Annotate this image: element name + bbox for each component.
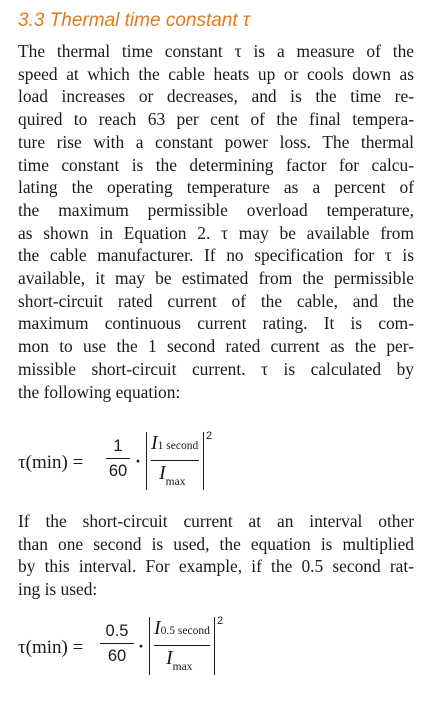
exponent: 2 [217,615,224,627]
text-line: mon to use the 1 second rated current as the per- [18,336,414,357]
current-subscript: 0.5 second [160,625,210,637]
current-ratio [152,617,212,675]
fraction-bar [100,643,134,644]
fraction-numerator: 0.5 [105,622,129,640]
current-symbol: I [154,617,161,639]
equation-1 [18,430,408,500]
current-symbol: I [166,647,173,669]
ratio-denominator [159,462,186,488]
paragraph-2 [18,510,414,601]
text-line: lating the operating temperature as a percent of [18,177,414,198]
text-line: short-circuit rated current of the cable, and the [18,290,414,311]
text-line: The thermal time constant τ is a measure of the [18,41,414,61]
text-line: as shown in Equation 2. τ may be available from [18,222,414,243]
text-line: time constant is the determining factor for calcu- [18,154,414,175]
current-symbol: I [151,432,158,454]
text-line: available, it may be estimated from the permissible [18,268,414,289]
fraction-denominator: 60 [107,647,127,666]
exponent: 2 [206,430,213,442]
text-line: ing is used: [18,579,98,600]
ratio-bar [154,645,210,646]
text-line: by this interval. For example, if the 0.5 second rat- [18,556,414,577]
current-ratio [149,432,201,490]
multiply-dot: · [138,636,145,656]
section-heading: 3.3 Thermal time constant τ [18,10,251,31]
ratio-numerator [154,617,210,640]
text-line: the following equation: [18,381,181,402]
ratio-numerator [151,432,198,455]
text-line: than one second is used, the equation is multiplied [18,533,414,554]
text-line: speed at which the cable heats up or cools down as [18,63,414,84]
equation-fraction [100,620,134,667]
current-symbol: I [159,462,166,484]
multiply-dot: · [135,451,142,471]
current-subscript: max [172,661,193,673]
text-line: ture rise with a constant power loss. The thermal [18,131,414,152]
text-line: missible short-circuit current. τ is calculated by [18,358,414,379]
ratio-denominator [166,647,193,673]
text-line: load increases or decreases, and is the time re- [18,86,414,107]
fraction-numerator: 1 [113,437,123,455]
text-line: the maximum permissible overload temperature, [18,199,414,220]
text-line: maximum continuous current rating. It is com- [18,313,414,334]
text-line: quired to reach 63 per cent of the final tempera- [18,109,414,130]
paragraph-1 [18,40,414,403]
text-line: If the short-circuit current at an interval other [18,511,414,531]
text-line: the cable manufacturer. If no specification for τ is [18,245,414,266]
equation-fraction [106,435,130,482]
current-subscript: max [165,476,186,488]
equation-2 [18,615,408,690]
ratio-bar [151,460,199,461]
equation-lhs: τ(min) = [18,637,84,658]
current-subscript: 1 second [157,440,199,452]
fraction-bar [106,458,130,459]
equation-lhs: τ(min) = [18,452,84,473]
fraction-denominator: 60 [108,462,128,481]
